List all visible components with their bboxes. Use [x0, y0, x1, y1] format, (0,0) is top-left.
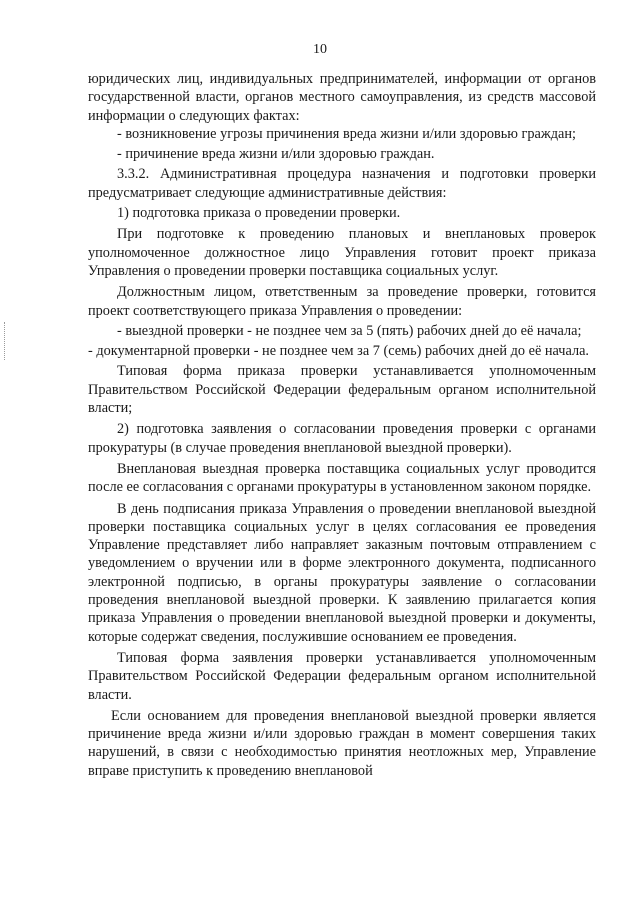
paragraph: 2) подготовка заявления о согласовании проведения проверки с органами прокуратуры (в случае проведения внеплановой выездной проверки).: [88, 421, 596, 456]
paragraph: Типовая форма приказа проверки устанавливается уполномоченным Правительством Российской Федерации федеральным органом исполнительной власти;: [88, 363, 596, 417]
paragraph: - возникновение угрозы причинения вреда жизни и/или здоровью граждан;: [117, 125, 576, 142]
paragraph: Должностным лицом, ответственным за проведение проверки, готовится проект соответствующего приказа Управления о проведении:: [88, 284, 596, 319]
paragraph: Внеплановая выездная проверка поставщика социальных услуг проводится после ее согласования с органами прокуратуры в установленном законом порядке.: [88, 460, 596, 496]
paragraph: - документарной проверки - не позднее чем за 7 (семь) рабочих дней до её начала.: [88, 343, 589, 360]
paragraph: юридических лиц, индивидуальных предпринимателей, информации от органов государственной власти, органов местного самоуправления, из средств массовой информации о следующих фактах:: [88, 71, 596, 124]
document-body: [88, 70, 596, 780]
paragraph: В день подписания приказа Управления о проведении внеплановой выездной проверки поставщика социальных услуг в целях согласования ее проведения Управление представляет либо направляет заказным почтовым отправлением с уведомлением о вручении или в форме электронного документа, подписанного электронной подписью, в органы прокуратуры заявление о согласовании проведения внеплановой выездной проверки. К заявлению прилагается копия приказа Управления о проведении внеплановой выездной проверки и документы, которые содержат сведения, послужившие основанием ее проведения.: [88, 500, 596, 645]
paragraph: - причинение вреда жизни и/или здоровью граждан.: [117, 146, 435, 163]
paragraph: Типовая форма заявления проверки устанавливается уполномоченным Правительством Российской Федерации федеральным органом исполнительной власти.: [88, 649, 596, 703]
paragraph: 1) подготовка приказа о проведении проверки.: [117, 205, 401, 222]
paragraph: - выездной проверки - не позднее чем за 5 (пять) рабочих дней до её начала;: [117, 322, 582, 339]
paragraph: При подготовке к проведению плановых и внеплановых проверок уполномоченное должностное лицо Управления готовит проект приказа Управления о проведении проверки поставщика социальных услуг.: [88, 226, 596, 279]
paragraph: Если основанием для проведения внеплановой выездной проверки является причинение вреда жизни и/или здоровью граждан в момент совершения таких нарушений, в связи с необходимостью принятия неотложных мер, Управление вправе приступить к проведению внеплановой: [88, 707, 596, 779]
page-number: 10: [313, 42, 327, 57]
margin-marks: [4, 322, 7, 360]
paragraph: 3.3.2. Административная процедура назначения и подготовки проверки предусматривает следующие административные действия:: [88, 166, 596, 201]
